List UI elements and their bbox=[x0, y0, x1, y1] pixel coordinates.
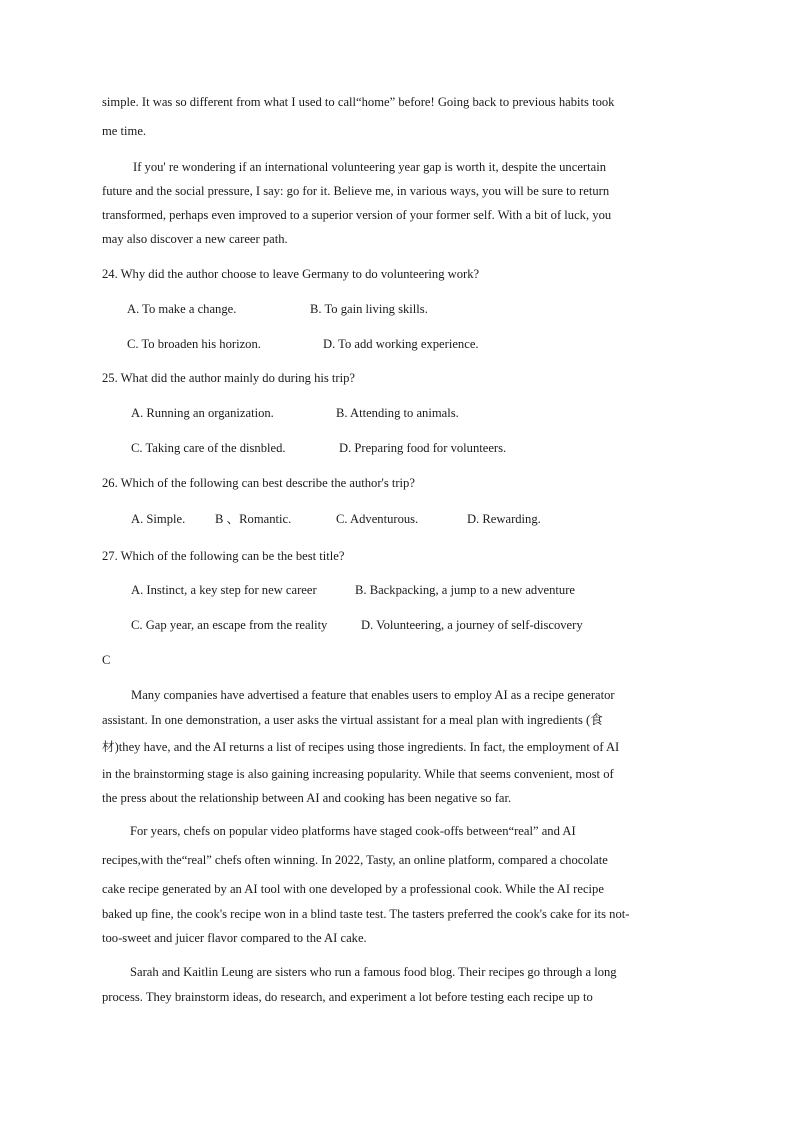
section-c-para1-line4: in the brainstorming stage is also gaining increasing popularity. While that seems convenient, most of bbox=[102, 767, 614, 781]
section-c-label: C bbox=[102, 653, 111, 667]
section-c-para3-line1: Sarah and Kaitlin Leung are sisters who run a famous food blog. Their recipes go through a long bbox=[130, 965, 617, 979]
section-c-para2-line5: too-sweet and juicer flavor compared to the AI cake. bbox=[102, 931, 367, 945]
passage-b-para2-line2: future and the social pressure, I say: go for it. Believe me, in various ways, you will be sure to return bbox=[102, 184, 610, 198]
question-24-stem: 24. Why did the author choose to leave Germany to do volunteering work? bbox=[102, 267, 480, 281]
section-c-para2-line2: recipes,with the“real” chefs often winning. In 2022, Tasty, an online platform, compared a chocolate bbox=[102, 853, 608, 867]
section-c-para1-line5: the press about the relationship between AI and cooking has been negative so far. bbox=[102, 791, 512, 805]
question-26-stem: 26. Which of the following can best describe the author's trip? bbox=[102, 476, 415, 490]
passage-b-para2-line4: may also discover a new career path. bbox=[102, 232, 288, 246]
section-c-para3-line2: process. They brainstorm ideas, do research, and experiment a lot before testing each recipe up to bbox=[102, 990, 593, 1004]
question-27-option-b: B. Backpacking, a jump to a new adventure bbox=[355, 583, 575, 597]
question-24-option-b: B. To gain living skills. bbox=[310, 302, 428, 316]
question-24-option-c: C. To broaden his horizon. bbox=[127, 337, 261, 351]
question-27-option-c: C. Gap year, an escape from the reality bbox=[131, 618, 328, 632]
passage-b-para2-line3: transformed, perhaps even improved to a superior version of your former self. With a bit of luck, you bbox=[102, 208, 612, 222]
question-24-option-d: D. To add working experience. bbox=[323, 337, 479, 351]
section-c-para2-line1: For years, chefs on popular video platforms have staged cook-offs between“real” and AI bbox=[130, 824, 576, 838]
question-24-option-a: A. To make a change. bbox=[127, 302, 237, 316]
question-25-option-c: C. Taking care of the disnbled. bbox=[131, 441, 286, 455]
question-25-stem: 25. What did the author mainly do during his trip? bbox=[102, 371, 356, 385]
section-c-para1-line3: 材)they have, and the AI returns a list of recipes using those ingredients. In fact, the employment of AI bbox=[102, 740, 620, 754]
passage-b-para2-line1: If you' re wondering if an international volunteering year gap is worth it, despite the uncertain bbox=[133, 160, 606, 174]
question-26-option-d: D. Rewarding. bbox=[467, 512, 541, 526]
question-26-option-c: C. Adventurous. bbox=[336, 512, 419, 526]
section-c-para2-line3: cake recipe generated by an AI tool with one developed by a professional cook. While the AI recipe bbox=[102, 882, 604, 896]
question-25-option-a: A. Running an organization. bbox=[131, 406, 274, 420]
question-27-option-a: A. Instinct, a key step for new career bbox=[131, 583, 317, 597]
passage-b-para1-line1: simple. It was so different from what I used to call“home” before! Going back to previous habits took bbox=[102, 95, 615, 109]
section-c-para1-line1: Many companies have advertised a feature that enables users to employ AI as a recipe generator bbox=[131, 688, 615, 702]
section-c-para1-line2: assistant. In one demonstration, a user asks the virtual assistant for a meal plan with ingredients (食 bbox=[102, 713, 603, 727]
section-c-para2-line4: baked up fine, the cook's recipe won in a blind taste test. The tasters preferred the cook's cake for its not- bbox=[102, 907, 630, 921]
question-27-option-d: D. Volunteering, a journey of self-discovery bbox=[361, 618, 583, 632]
passage-b-para1-line2: me time. bbox=[102, 124, 147, 138]
question-25-option-b: B. Attending to animals. bbox=[336, 406, 459, 420]
question-27-stem: 27. Which of the following can be the best title? bbox=[102, 549, 345, 563]
question-26-option-b: B 、Romantic. bbox=[215, 512, 292, 526]
question-25-option-d: D. Preparing food for volunteers. bbox=[339, 441, 507, 455]
question-26-option-a: A. Simple. bbox=[131, 512, 186, 526]
